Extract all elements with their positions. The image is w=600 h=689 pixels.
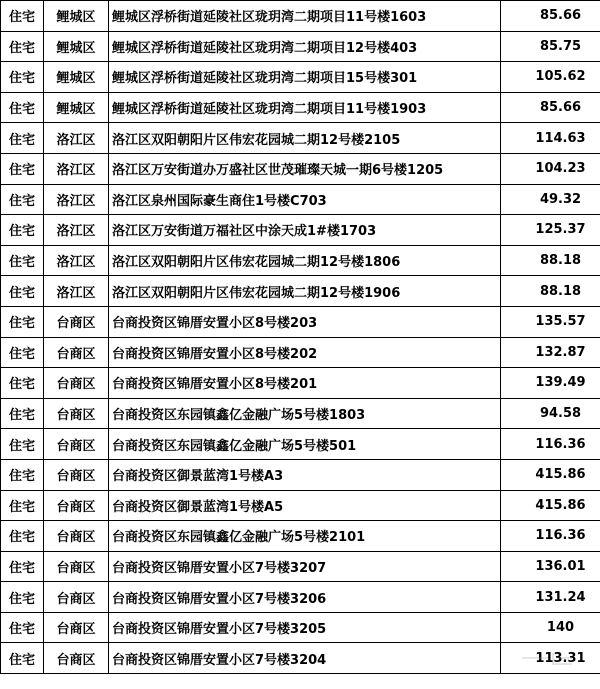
cell-district: 台商区 [44, 490, 109, 521]
table-row[interactable] [1, 459, 600, 490]
table-body [1, 1, 600, 674]
cell-project-name: 鲤城区浮桥街道延陵社区珑玥湾二期项目12号楼403 [109, 31, 501, 62]
table-row[interactable] [1, 429, 600, 460]
cell-district: 台商区 [44, 459, 109, 490]
table-row[interactable] [1, 551, 600, 582]
cell-usage-type: 住宅 [1, 551, 44, 582]
cell-usage-type: 住宅 [1, 459, 44, 490]
cell-project-name: 鲤城区浮桥街道延陵社区珑玥湾二期项目15号楼301 [109, 62, 501, 93]
cell-district: 鲤城区 [44, 92, 109, 123]
cell-area: 132.87 [501, 337, 600, 368]
cell-usage-type: 住宅 [1, 184, 44, 215]
table-row[interactable] [1, 1, 600, 32]
cell-district: 洛江区 [44, 276, 109, 307]
cell-area: 88.18 [501, 245, 600, 276]
cell-project-name: 洛江区双阳朝阳片区伟宏花园城二期12号楼2105 [109, 123, 501, 154]
cell-usage-type: 住宅 [1, 62, 44, 93]
table-row[interactable] [1, 521, 600, 552]
cell-area: 88.18 [501, 276, 600, 307]
cell-project-name: 台商投资区御景蓝湾1号楼A3 [109, 459, 501, 490]
cell-project-name: 台商投资区锦厝安置小区7号楼3206 [109, 582, 501, 613]
cell-usage-type: 住宅 [1, 612, 44, 643]
cell-usage-type: 住宅 [1, 215, 44, 246]
cell-usage-type: 住宅 [1, 92, 44, 123]
cell-project-name: 洛江区双阳朝阳片区伟宏花园城二期12号楼1806 [109, 245, 501, 276]
cell-usage-type: 住宅 [1, 276, 44, 307]
cell-district: 台商区 [44, 612, 109, 643]
cell-district: 台商区 [44, 368, 109, 399]
cell-district: 洛江区 [44, 215, 109, 246]
cell-area: 140 [501, 612, 600, 643]
cell-area: 94.58 [501, 398, 600, 429]
cell-project-name: 鲤城区浮桥街道延陵社区珑玥湾二期项目11号楼1903 [109, 92, 501, 123]
cell-district: 台商区 [44, 521, 109, 552]
cell-project-name: 洛江区万安街道办万盛社区世茂璀璨天城一期6号楼1205 [109, 153, 501, 184]
table-row[interactable] [1, 490, 600, 521]
cell-district: 台商区 [44, 551, 109, 582]
cell-district: 洛江区 [44, 245, 109, 276]
table-row[interactable] [1, 398, 600, 429]
cell-usage-type: 住宅 [1, 123, 44, 154]
cell-area: 49.32 [501, 184, 600, 215]
table-row[interactable] [1, 31, 600, 62]
cell-project-name: 洛江区双阳朝阳片区伟宏花园城二期12号楼1906 [109, 276, 501, 307]
cell-district: 鲤城区 [44, 62, 109, 93]
cell-project-name: 台商投资区锦厝安置小区7号楼3204 [109, 643, 501, 674]
table-row[interactable] [1, 245, 600, 276]
cell-area: 85.66 [501, 1, 600, 32]
cell-area: 125.37 [501, 215, 600, 246]
cell-usage-type: 住宅 [1, 490, 44, 521]
table-row[interactable] [1, 368, 600, 399]
cell-district: 台商区 [44, 337, 109, 368]
cell-usage-type: 住宅 [1, 582, 44, 613]
cell-usage-type: 住宅 [1, 368, 44, 399]
table-row[interactable] [1, 337, 600, 368]
cell-usage-type: 住宅 [1, 31, 44, 62]
cell-project-name: 台商投资区锦厝安置小区8号楼201 [109, 368, 501, 399]
cell-area: 135.57 [501, 306, 600, 337]
table-row[interactable] [1, 62, 600, 93]
table-row[interactable] [1, 612, 600, 643]
cell-area: 136.01 [501, 551, 600, 582]
cell-area: 113.31 [501, 643, 600, 674]
table-row[interactable] [1, 123, 600, 154]
cell-usage-type: 住宅 [1, 643, 44, 674]
cell-area: 139.49 [501, 368, 600, 399]
cell-area: 415.86 [501, 490, 600, 521]
table-row[interactable] [1, 153, 600, 184]
table-row[interactable] [1, 276, 600, 307]
cell-area: 104.23 [501, 153, 600, 184]
cell-district: 洛江区 [44, 184, 109, 215]
cell-area: 114.63 [501, 123, 600, 154]
cell-district: 洛江区 [44, 153, 109, 184]
cell-project-name: 台商投资区东园镇鑫亿金融广场5号楼2101 [109, 521, 501, 552]
cell-project-name: 台商投资区锦厝安置小区7号楼3207 [109, 551, 501, 582]
cell-project-name: 台商投资区锦厝安置小区8号楼202 [109, 337, 501, 368]
cell-district: 台商区 [44, 306, 109, 337]
cell-area: 415.86 [501, 459, 600, 490]
cell-usage-type: 住宅 [1, 306, 44, 337]
table-row[interactable] [1, 582, 600, 613]
cell-area: 131.24 [501, 582, 600, 613]
cell-project-name: 鲤城区浮桥街道延陵社区珑玥湾二期项目11号楼1603 [109, 1, 501, 32]
cell-usage-type: 住宅 [1, 245, 44, 276]
table-row[interactable] [1, 184, 600, 215]
cell-project-name: 台商投资区东园镇鑫亿金融广场5号楼501 [109, 429, 501, 460]
cell-area: 85.66 [501, 92, 600, 123]
cell-area: 85.75 [501, 31, 600, 62]
cell-area: 116.36 [501, 521, 600, 552]
table-row[interactable] [1, 215, 600, 246]
cell-usage-type: 住宅 [1, 398, 44, 429]
cell-area: 116.36 [501, 429, 600, 460]
cell-project-name: 台商投资区锦厝安置小区7号楼3205 [109, 612, 501, 643]
table-row[interactable] [1, 643, 600, 674]
cell-district: 洛江区 [44, 123, 109, 154]
cell-district: 鲤城区 [44, 31, 109, 62]
cell-usage-type: 住宅 [1, 153, 44, 184]
cell-project-name: 台商投资区东园镇鑫亿金融广场5号楼1803 [109, 398, 501, 429]
cell-district: 台商区 [44, 398, 109, 429]
cell-project-name: 洛江区泉州国际豪生商住1号楼C703 [109, 184, 501, 215]
cell-area: 105.62 [501, 62, 600, 93]
table-row[interactable] [1, 92, 600, 123]
cell-district: 台商区 [44, 582, 109, 613]
cell-project-name: 台商投资区锦厝安置小区8号楼203 [109, 306, 501, 337]
cell-district: 鲤城区 [44, 1, 109, 32]
cell-usage-type: 住宅 [1, 429, 44, 460]
cell-usage-type: 住宅 [1, 1, 44, 32]
cell-usage-type: 住宅 [1, 337, 44, 368]
cell-district: 台商区 [44, 429, 109, 460]
table-row[interactable] [1, 306, 600, 337]
cell-district: 台商区 [44, 643, 109, 674]
cell-usage-type: 住宅 [1, 521, 44, 552]
cell-project-name: 洛江区万安街道万福社区中涂天成1#楼1703 [109, 215, 501, 246]
cell-project-name: 台商投资区御景蓝湾1号楼A5 [109, 490, 501, 521]
